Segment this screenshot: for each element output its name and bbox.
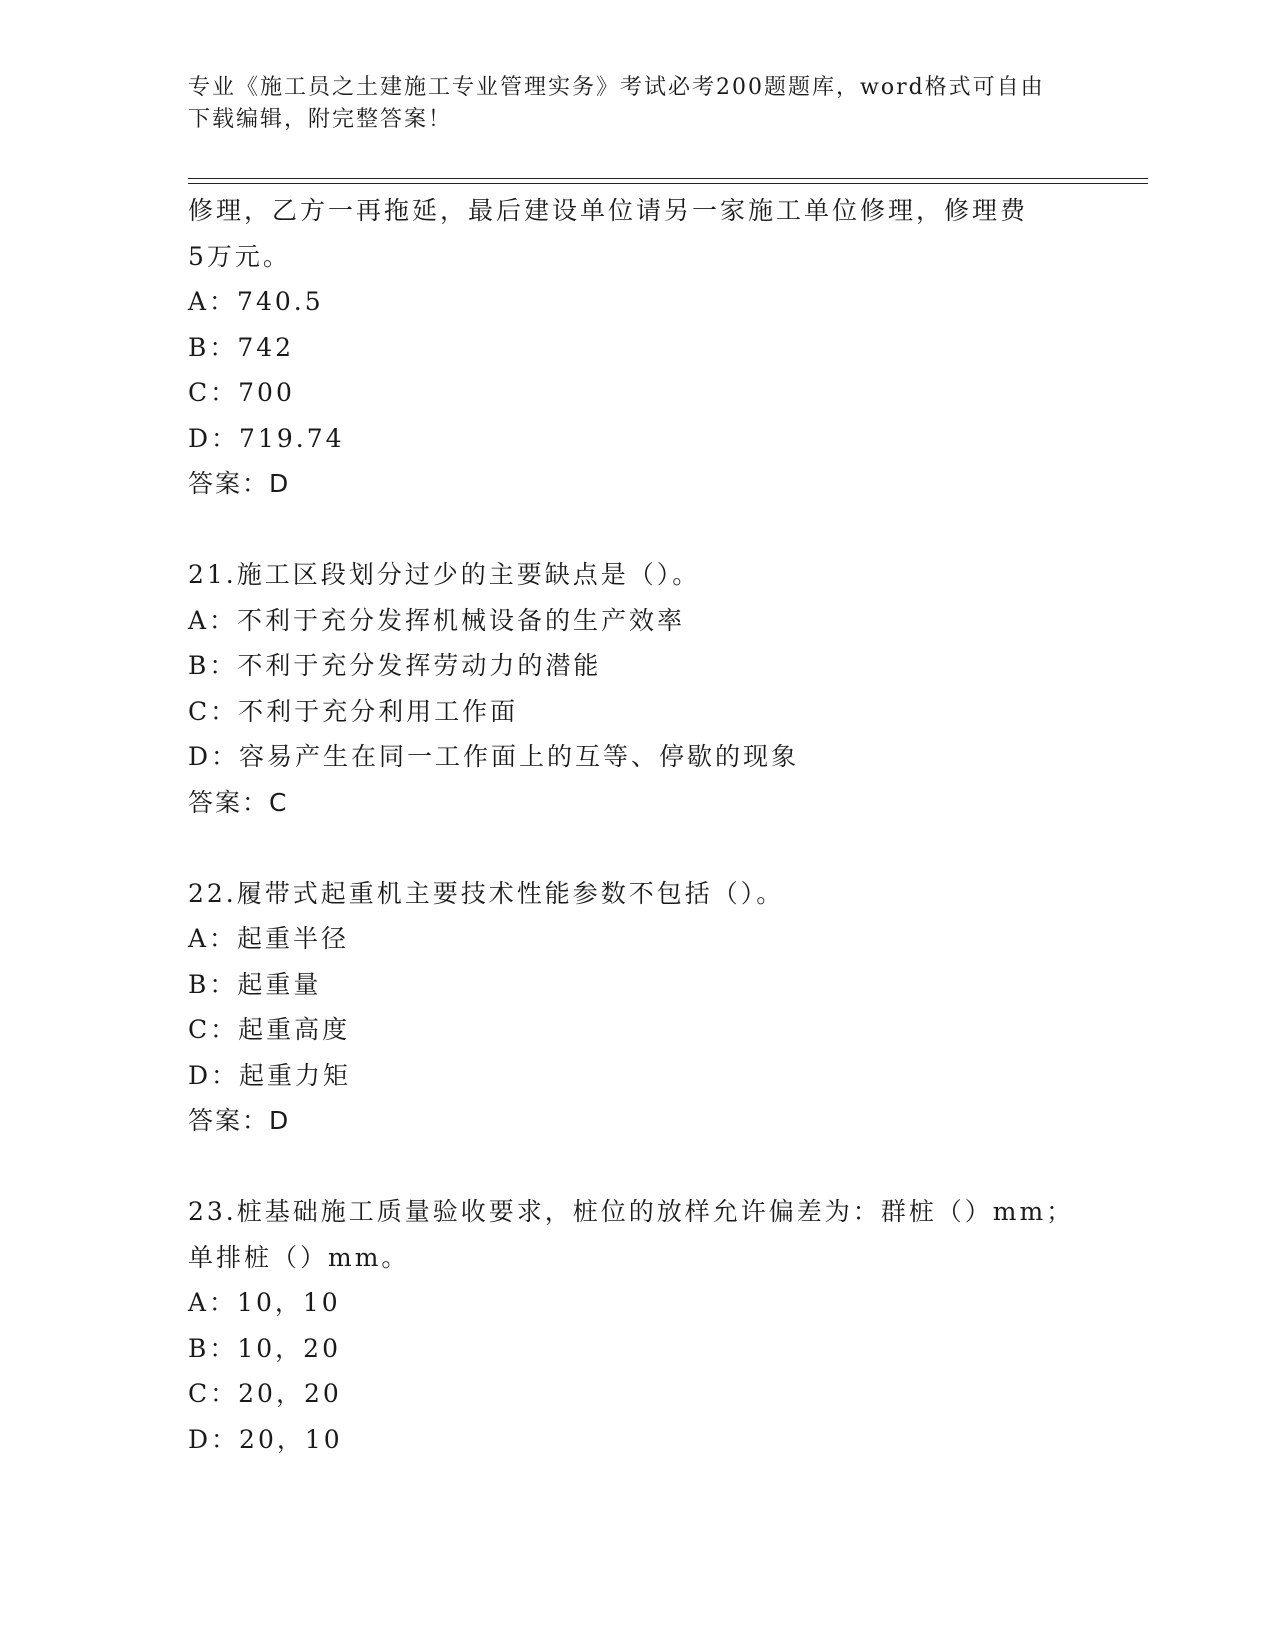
question-23 bbox=[188, 1189, 1088, 1462]
option-c: C：700 bbox=[188, 378, 295, 407]
option-b: B：起重量 bbox=[188, 969, 322, 999]
option-d: D：起重力矩 bbox=[188, 1060, 352, 1090]
header-divider-top bbox=[188, 178, 1148, 179]
question-stem: 22.履带式起重机主要技术性能参数不包括（）。 bbox=[188, 878, 785, 908]
option-c: C：起重高度 bbox=[188, 1015, 351, 1044]
option-b: B：10，20 bbox=[188, 1333, 341, 1363]
question-stem-line: 23.桩基础施工质量验收要求，桩位的放样允许偏差为：群桩（）mm； bbox=[188, 1197, 1075, 1226]
header-divider-bottom bbox=[188, 183, 1148, 184]
spacer bbox=[188, 507, 1088, 553]
option-b: B：不利于充分发挥劳动力的潜能 bbox=[188, 651, 602, 680]
header-line-2: 下载编辑，附完整答案！ bbox=[188, 107, 453, 132]
question-stem: 21.施工区段划分过少的主要缺点是（）。 bbox=[188, 560, 701, 589]
option-a: A：740.5 bbox=[188, 287, 324, 316]
answer: 答案：D bbox=[188, 1106, 291, 1135]
option-a: A：起重半径 bbox=[188, 924, 350, 953]
option-d: D：719.74 bbox=[188, 423, 345, 453]
option-d: D：20，10 bbox=[188, 1424, 343, 1454]
question-stem-line: 修理，乙方一再拖延，最后建设单位请另一家施工单位修理，修理费 bbox=[188, 196, 1029, 225]
option-d: D：容易产生在同一工作面上的互等、停歇的现象 bbox=[188, 742, 800, 771]
question-continued bbox=[188, 188, 1088, 507]
option-a: A：不利于充分发挥机械设备的生产效率 bbox=[188, 605, 686, 635]
document-body bbox=[188, 188, 1088, 1462]
document-header bbox=[188, 72, 1068, 136]
spacer bbox=[188, 825, 1088, 871]
option-c: C：20，20 bbox=[188, 1379, 342, 1408]
option-c: C：不利于充分利用工作面 bbox=[188, 696, 519, 726]
question-stem-line: 单排桩（）mm。 bbox=[188, 1242, 410, 1272]
answer: 答案：D bbox=[188, 469, 291, 498]
spacer bbox=[188, 1144, 1088, 1190]
question-stem-line: 5万元。 bbox=[188, 241, 291, 271]
answer: 答案：C bbox=[188, 787, 289, 817]
option-b: B：742 bbox=[188, 332, 295, 362]
question-21 bbox=[188, 552, 1088, 825]
option-a: A：10，10 bbox=[188, 1288, 341, 1317]
header-line-1: 专业《施工员之土建施工专业管理实务》考试必考200题题库，word格式可自由 bbox=[188, 75, 1045, 100]
question-22 bbox=[188, 871, 1088, 1144]
